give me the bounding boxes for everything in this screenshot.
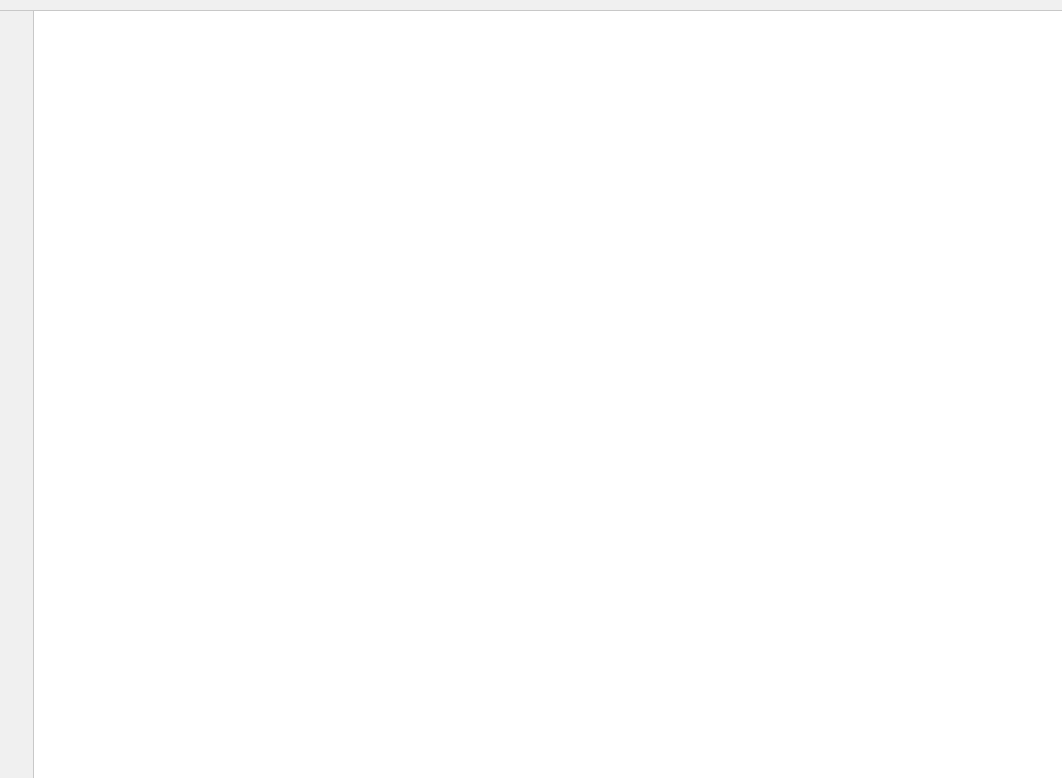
row-header-bar <box>0 11 34 778</box>
column-header-bar <box>0 0 1062 11</box>
